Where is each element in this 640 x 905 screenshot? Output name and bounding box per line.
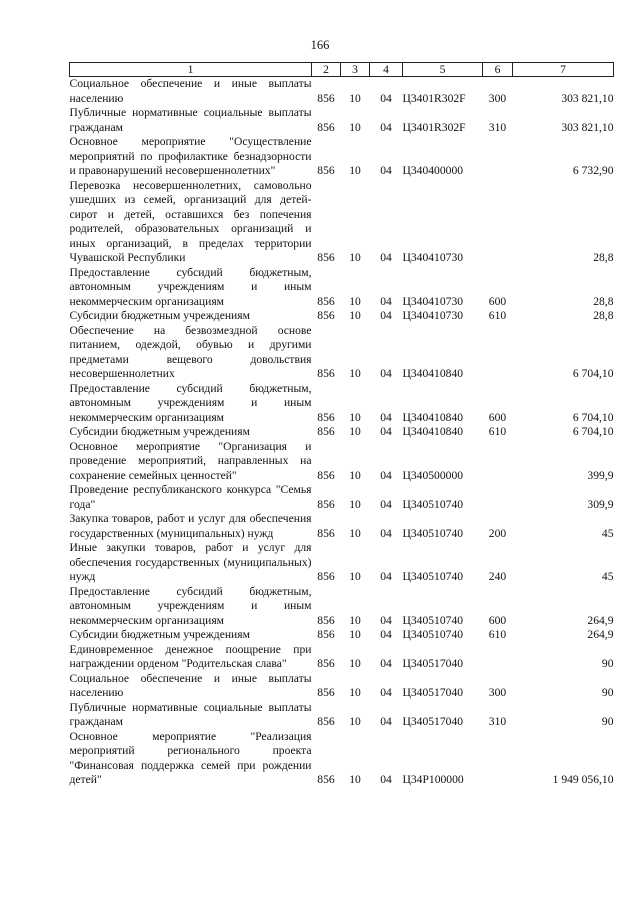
row-expense-type — [483, 324, 513, 382]
row-subsection: 04 — [380, 410, 392, 424]
row-grbs: 856 — [317, 657, 335, 670]
row-subsection: 04 — [380, 715, 392, 728]
row-section: 10 — [349, 91, 361, 105]
table-row — [70, 585, 614, 629]
row-grbs: 856 — [317, 164, 335, 177]
page-number: 166 — [310, 38, 330, 52]
row-section: 10 — [349, 686, 361, 699]
row-name: Публичные нормативные социальные выплаты гражданам — [69, 106, 312, 134]
row-expense-type: 600 — [488, 613, 507, 627]
row-target-article: Ц340510740 — [402, 570, 464, 583]
row-expense-type: 240 — [488, 570, 507, 583]
row-grbs: 856 — [317, 309, 335, 322]
row-grbs: 856 — [317, 715, 335, 728]
row-name: Социальное обеспечение и иные выплаты населению — [69, 671, 312, 699]
row-amount: 90 — [601, 715, 614, 728]
row-expense-type — [483, 483, 513, 512]
row-grbs: 856 — [317, 294, 335, 308]
header-col-1: 1 — [70, 63, 312, 77]
row-amount: 264,9 — [587, 628, 614, 641]
row-grbs: 856 — [317, 613, 335, 627]
row-grbs: 856 — [317, 91, 335, 105]
row-expense-type — [483, 179, 513, 266]
row-grbs: 856 — [317, 773, 335, 786]
table-row — [70, 541, 614, 585]
row-amount: 90 — [601, 657, 614, 670]
row-amount: 6 704,10 — [572, 410, 614, 424]
table-row — [70, 425, 614, 440]
row-expense-type: 600 — [488, 294, 507, 308]
row-subsection: 04 — [380, 367, 392, 380]
row-expense-type: 300 — [488, 686, 507, 699]
row-amount: 6 704,10 — [572, 425, 614, 438]
table-row — [70, 135, 614, 179]
row-expense-type: 610 — [488, 628, 507, 641]
row-subsection: 04 — [380, 570, 392, 583]
row-section: 10 — [349, 570, 361, 583]
row-name: Перевозка несовершеннолетних, самовольно ушедших из семей, организаций для детей-сирот и детей, оставшихся без попечения родителей, образовательных организаций и иных организаций, в пределах территории Чувашской Республики — [69, 178, 312, 264]
row-amount: 303 821,10 — [561, 91, 614, 105]
row-amount: 45 — [601, 570, 614, 583]
row-target-article: Ц3401R302F — [402, 120, 466, 134]
row-grbs: 856 — [317, 120, 335, 134]
row-amount: 399,9 — [587, 468, 614, 482]
row-section: 10 — [349, 715, 361, 728]
row-section: 10 — [349, 164, 361, 177]
table-row — [70, 106, 614, 135]
row-target-article: Ц340510740 — [402, 613, 464, 627]
row-expense-type — [483, 440, 513, 484]
row-name: Предоставление субсидий бюджетным, автономным учреждениям и иным некоммерческим организациям — [69, 381, 312, 424]
table-row — [70, 628, 614, 643]
row-subsection: 04 — [380, 773, 392, 786]
row-section: 10 — [349, 294, 361, 308]
budget-table — [69, 62, 614, 788]
row-subsection: 04 — [380, 91, 392, 105]
row-grbs: 856 — [317, 410, 335, 424]
row-subsection: 04 — [380, 657, 392, 670]
row-section: 10 — [349, 497, 361, 511]
row-amount: 6 732,90 — [572, 164, 614, 177]
row-name: Субсидии бюджетным учреждениям — [69, 309, 250, 322]
row-section: 10 — [349, 120, 361, 134]
row-target-article: Ц340410840 — [402, 410, 464, 424]
table-row — [70, 179, 614, 266]
row-amount: 28,8 — [593, 294, 614, 308]
table-row — [70, 324, 614, 382]
table-row — [70, 512, 614, 541]
row-section: 10 — [349, 468, 361, 482]
row-name: Основное мероприятие "Организация и проведение мероприятий, направленных на сохранение семейных ценностей" — [69, 439, 312, 482]
row-amount: 6 704,10 — [572, 367, 614, 380]
row-amount: 1 949 056,10 — [552, 773, 614, 786]
table-row — [70, 643, 614, 672]
row-target-article: Ц340410730 — [402, 251, 464, 264]
row-subsection: 04 — [380, 628, 392, 641]
header-col-2: 2 — [312, 63, 341, 77]
row-section: 10 — [349, 410, 361, 424]
row-section: 10 — [349, 526, 361, 540]
row-expense-type: 300 — [488, 91, 507, 105]
table-row — [70, 701, 614, 730]
row-target-article: Ц340510740 — [402, 497, 464, 511]
row-grbs: 856 — [317, 367, 335, 380]
row-grbs: 856 — [317, 628, 335, 641]
row-section: 10 — [349, 367, 361, 380]
row-target-article: Ц340410840 — [402, 425, 464, 438]
row-subsection: 04 — [380, 468, 392, 482]
row-name: Закупка товаров, работ и услуг для обеспечения государственных (муниципальных) нужд — [69, 512, 312, 540]
row-grbs: 856 — [317, 570, 335, 583]
row-expense-type: 310 — [488, 715, 507, 728]
row-subsection: 04 — [380, 164, 392, 177]
row-section: 10 — [349, 251, 361, 264]
table-row — [70, 730, 614, 788]
row-name: Основное мероприятие "Осуществление мероприятий по профилактике безнадзорности и правонарушений несовершеннолетних" — [69, 135, 312, 177]
table-body — [70, 77, 614, 788]
row-subsection: 04 — [380, 251, 392, 264]
header-col-5: 5 — [403, 63, 483, 77]
row-target-article: Ц3401R302F — [402, 91, 466, 105]
table-row — [70, 309, 614, 324]
row-grbs: 856 — [317, 686, 335, 699]
table-row — [70, 382, 614, 426]
row-target-article: Ц340410730 — [402, 309, 464, 322]
row-name: Основное мероприятие "Реализация мероприятий регионального проекта "Финансовая поддержка семей при рождении детей" — [69, 729, 312, 786]
row-name: Субсидии бюджетным учреждениям — [69, 628, 250, 641]
row-expense-type: 610 — [488, 309, 507, 322]
row-target-article: Ц340400000 — [402, 164, 464, 177]
row-name: Субсидии бюджетным учреждениям — [69, 425, 250, 438]
row-name: Публичные нормативные социальные выплаты гражданам — [69, 700, 312, 728]
row-target-article: Ц340500000 — [402, 468, 464, 482]
row-name: Иные закупки товаров, работ и услуг для обеспечения государственных (муниципальных) нужд — [69, 541, 312, 583]
row-target-article: Ц34Р100000 — [402, 773, 464, 786]
row-grbs: 856 — [317, 468, 335, 482]
row-subsection: 04 — [380, 294, 392, 308]
row-name: Предоставление субсидий бюджетным, автономным учреждениям и иным некоммерческим организациям — [69, 584, 312, 627]
row-expense-type — [483, 730, 513, 788]
row-subsection: 04 — [380, 120, 392, 134]
row-section: 10 — [349, 613, 361, 627]
row-subsection: 04 — [380, 613, 392, 627]
table-row — [70, 483, 614, 512]
table-row — [70, 672, 614, 701]
row-subsection: 04 — [380, 309, 392, 322]
row-target-article: Ц340410730 — [402, 294, 464, 308]
row-amount: 28,8 — [593, 251, 614, 264]
row-expense-type — [483, 135, 513, 179]
row-amount: 28,8 — [593, 309, 614, 322]
row-expense-type — [483, 643, 513, 672]
row-target-article: Ц340517040 — [402, 715, 464, 728]
row-target-article: Ц340410840 — [402, 367, 464, 380]
row-expense-type: 610 — [488, 425, 507, 438]
row-name: Социальное обеспечение и иные выплаты населению — [69, 77, 312, 105]
row-amount: 303 821,10 — [561, 120, 614, 134]
row-subsection: 04 — [380, 526, 392, 540]
row-grbs: 856 — [317, 497, 335, 511]
row-amount: 309,9 — [587, 497, 614, 511]
table-row — [70, 440, 614, 484]
header-col-4: 4 — [370, 63, 403, 77]
table-row — [70, 266, 614, 310]
row-subsection: 04 — [380, 497, 392, 511]
row-expense-type: 600 — [488, 410, 507, 424]
row-target-article: Ц340517040 — [402, 657, 464, 670]
row-amount: 264,9 — [587, 613, 614, 627]
row-name: Проведение республиканского конкурса "Семья года" — [69, 483, 312, 511]
row-target-article: Ц340510740 — [402, 628, 464, 641]
row-name: Предоставление субсидий бюджетным, автономным учреждениям и иным некоммерческим организациям — [69, 265, 312, 308]
row-section: 10 — [349, 657, 361, 670]
row-section: 10 — [349, 309, 361, 322]
row-section: 10 — [349, 425, 361, 438]
row-amount: 45 — [601, 526, 614, 540]
row-grbs: 856 — [317, 251, 335, 264]
header-col-6: 6 — [483, 63, 513, 77]
row-target-article: Ц340510740 — [402, 526, 464, 540]
table-row — [70, 77, 614, 107]
row-amount: 90 — [601, 686, 614, 699]
row-section: 10 — [349, 773, 361, 786]
row-grbs: 856 — [317, 425, 335, 438]
header-col-3: 3 — [341, 63, 370, 77]
row-subsection: 04 — [380, 425, 392, 438]
row-expense-type: 200 — [488, 526, 507, 540]
row-name: Обеспечение на безвозмездной основе питанием, одеждой, обувью и другими предметами вещевого довольствия несовершеннолетних — [69, 323, 312, 380]
row-name: Единовременное денежное поощрение при награждении орденом "Родительская слава" — [69, 642, 312, 670]
header-col-7: 7 — [513, 63, 614, 77]
row-grbs: 856 — [317, 526, 335, 540]
row-section: 10 — [349, 628, 361, 641]
header-row — [70, 63, 614, 77]
row-subsection: 04 — [380, 686, 392, 699]
row-expense-type: 310 — [488, 120, 507, 134]
row-target-article: Ц340517040 — [402, 686, 464, 699]
